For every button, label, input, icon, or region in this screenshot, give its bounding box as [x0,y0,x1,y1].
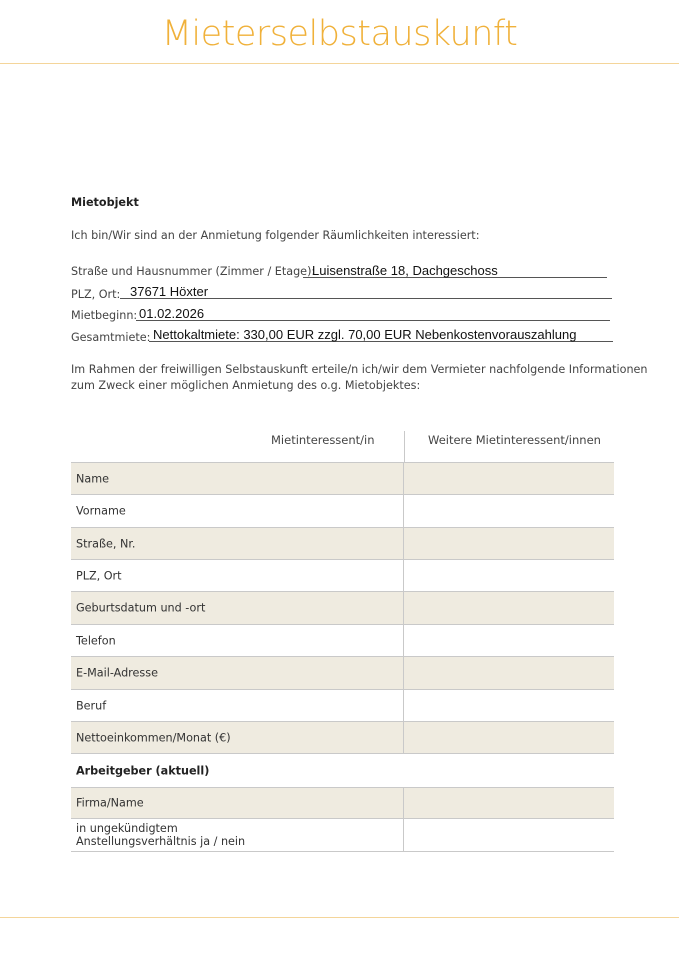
table-row[interactable] [71,787,614,819]
row-label: Beruf [76,699,107,712]
employer-heading-row [71,754,614,787]
start-field[interactable] [136,307,610,321]
cell-divider [403,560,404,591]
row-label-line2: Anstellungsverhältnis ja / nein [76,835,246,848]
cell-divider [403,819,404,851]
table-row[interactable] [71,657,614,690]
row-label: Nettoeinkommen/Monat (€) [76,731,231,744]
rent-label: Gesamtmiete: [71,331,151,344]
table-row[interactable] [71,722,614,754]
table-row[interactable] [71,625,614,657]
row-label: Telefon [76,634,116,647]
zip-city-label: PLZ, Ort: [71,288,121,301]
cell-divider [403,657,404,689]
column-header-further-applicants: Weitere Mietinteressent/innen [428,433,601,447]
cell-divider [403,592,404,624]
street-label: Straße und Hausnummer (Zimmer / Etage): [71,265,316,278]
rent-value: Nettokaltmiete: 330,00 EUR zzgl. 70,00 EUR Nebenkostenvorauszahlung [153,327,577,342]
cell-divider [403,495,404,527]
table-row[interactable] [71,592,614,625]
intro-text: Ich bin/Wir sind an der Anmietung folgender Räumlichkeiten interessiert: [71,229,480,242]
employer-heading: Arbeitgeber (aktuell) [76,764,210,777]
info-paragraph-line1: Im Rahmen der freiwilligen Selbstauskunft erteile/n ich/wir dem Vermieter nachfolgende Informationen [71,363,648,376]
row-label [76,822,245,848]
row-label: Name [76,472,110,485]
cell-divider [403,690,404,721]
header-divider [0,63,679,64]
cell-divider [403,788,404,818]
row-label: E-Mail-Adresse [76,666,158,680]
table-row[interactable] [71,463,614,495]
cell-divider [403,722,404,753]
cell-divider [403,463,404,494]
table-row[interactable] [71,690,614,722]
page-title: Mieterselbstauskunft [161,14,518,54]
zip-city-value: 37671 Höxter [130,284,209,299]
start-value: 01.02.2026 [139,306,205,321]
section-heading: Mietobjekt [71,196,139,209]
column-header-applicant: Mietinteressent/in [271,433,375,447]
row-label-line1: in ungekündigtem [76,822,178,835]
row-label: Firma/Name [76,796,144,810]
row-label: Vorname [76,504,126,518]
header-divider-vertical [404,431,405,463]
start-label: Mietbeginn: [71,309,138,322]
row-label: Straße, Nr. [76,537,136,550]
table-row[interactable] [71,560,614,592]
footer-divider [0,917,679,918]
table-row[interactable] [71,495,614,528]
row-label: PLZ, Ort [76,569,122,582]
street-value: Luisenstraße 18, Dachgeschoss [312,263,498,278]
table-row[interactable] [71,528,614,560]
cell-divider [403,528,404,559]
row-label: Geburtsdatum und -ort [76,601,206,615]
info-paragraph-line2: zum Zweck einer möglichen Anmietung des o.g. Mietobjektes: [71,379,421,392]
cell-divider [403,625,404,656]
table-row[interactable] [71,819,614,852]
